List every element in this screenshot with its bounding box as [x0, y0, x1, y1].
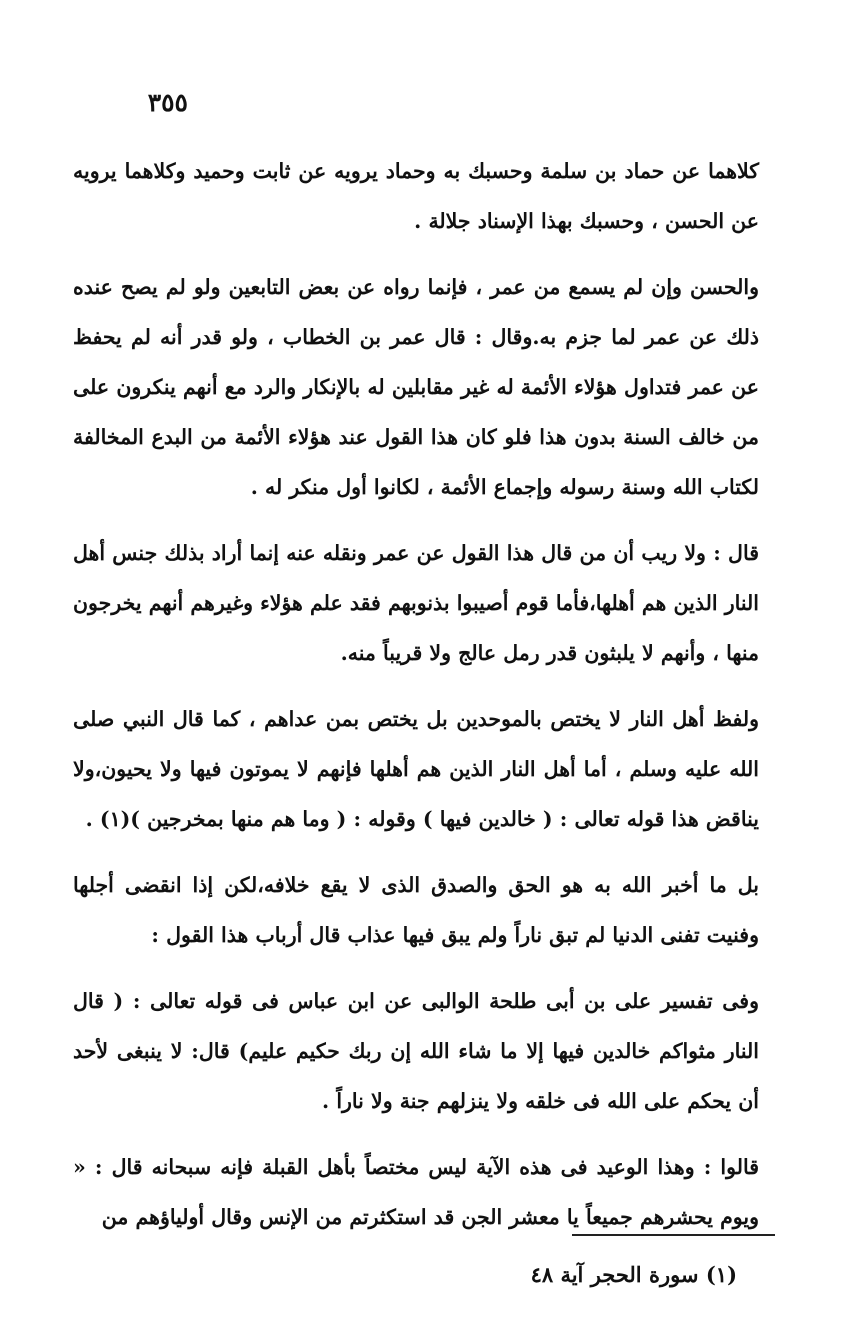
paragraph-gap: [73, 246, 759, 262]
paragraph-gap: [73, 844, 759, 860]
footnote: (١) سورة الحجر آية ٤٨: [530, 1262, 737, 1287]
paragraph-7: قالوا : وهذا الوعيد فى هذه الآية ليس مختصاً بأهل القبلة فإنه سبحانه قال : « ويوم يحشرهم جميعاً يا معشر الجن قد استكثرتم من الإنس وقال أولياؤهم من: [73, 1155, 759, 1229]
body-text: [73, 146, 759, 1242]
paragraph-gap: [73, 1126, 759, 1142]
paragraph-3: قال : ولا ريب أن من قال هذا القول عن عمر ونقله عنه إنما أراد بذلك جنس أهل النار الذين هم أهلها،فأما قوم أصيبوا بذنوبهم فقد علم هؤلاء وغيرهم أنهم يخرجون منها ، وأنهم لا يلبثون قدر رمل عالج ولا قريباً منه.: [73, 541, 759, 665]
footnote-divider: [572, 1234, 775, 1236]
paragraph-gap: [73, 678, 759, 694]
paragraph-6: وفى تفسير على بن أبى طلحة الوالبى عن ابن عباس فى قوله تعالى : ( قال النار مثواكم خالدين فيها إلا ما شاء الله إن ربك حكيم عليم) قال: لا ينبغى لأحد أن يحكم على الله فى خلقه ولا ينزلهم جنة ولا ناراً .: [73, 989, 759, 1113]
paragraph-2: والحسن وإن لم يسمع من عمر ، فإنما رواه عن بعض التابعين ولو لم يصح عنده ذلك عن عمر لما جزم به.وقال : قال عمر بن الخطاب ، ولو قدر أنه لم يحفظ عن عمر فتداول هؤلاء الأئمة له غير مقابلين له بالإنكار والرد مع أنهم ينكرون على من خالف السنة بدون هذا فلو كان هذا القول عند هؤلاء الأئمة من البدع المخالفة لكتاب الله وسنة رسوله وإجماع الأئمة ، لكانوا أول منكر له .: [73, 275, 759, 499]
paragraph-gap: [73, 960, 759, 976]
paragraph-gap: [73, 512, 759, 528]
paragraph-5: بل ما أخبر الله به هو الحق والصدق الذى لا يقع خلافه،لكن إذا انقضى أجلها وفنيت تفنى الدنيا لم تبق ناراً ولم يبق فيها عذاب قال أرباب هذا القول :: [73, 873, 759, 947]
paragraph-1: كلاهما عن حماد بن سلمة وحسبك به وحماد يرويه عن ثابت وحميد وكلاهما يرويه عن الحسن ، وحسبك بهذا الإسناد جلالة .: [73, 159, 759, 233]
page-number: ٣٥٥: [147, 88, 188, 117]
paragraph-4: ولفظ أهل النار لا يختص بالموحدين بل يختص بمن عداهم ، كما قال النبي صلى الله عليه وسلم ، أما أهل النار الذين هم أهلها فإنهم لا يموتون فيها ولا يحيون،ولا يناقض هذا قوله تعالى : ( خالدين فيها ) وقوله : ( وما هم منها بمخرجين )(١) .: [73, 707, 759, 831]
